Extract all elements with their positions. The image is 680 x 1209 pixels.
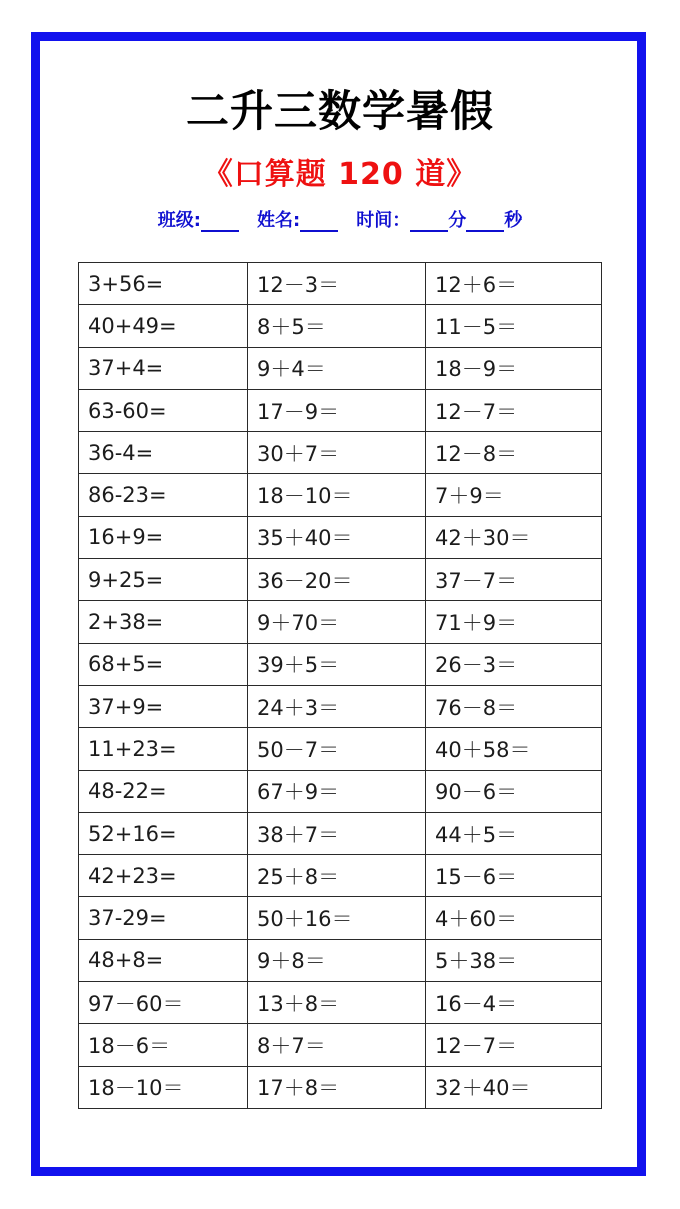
problem-cell: 50－7＝	[248, 728, 426, 770]
table-row	[79, 347, 602, 389]
problem-cell: 2+38=	[79, 601, 248, 643]
problem-cell: 52+16=	[79, 812, 248, 854]
problem-cell: 38＋7＝	[248, 812, 426, 854]
problem-cell: 36-4=	[79, 432, 248, 474]
table-row	[79, 263, 602, 305]
problem-cell: 18－10＝	[79, 1066, 248, 1108]
problems-table	[78, 262, 602, 1109]
name-blank-line	[300, 212, 338, 232]
problem-cell: 50＋16＝	[248, 897, 426, 939]
problem-cell: 16+9=	[79, 516, 248, 558]
problem-cell: 63-60=	[79, 389, 248, 431]
name-label: 姓名:	[257, 210, 301, 231]
problem-cell: 12－8＝	[426, 432, 602, 474]
problem-cell: 18－6＝	[79, 1024, 248, 1066]
problem-cell: 68+5=	[79, 643, 248, 685]
problem-cell: 8＋7＝	[248, 1024, 426, 1066]
table-row	[79, 516, 602, 558]
problem-cell: 11+23=	[79, 728, 248, 770]
problem-cell: 16－4＝	[426, 982, 602, 1024]
table-row	[79, 770, 602, 812]
table-row	[79, 389, 602, 431]
problem-cell: 7＋9＝	[426, 474, 602, 516]
table-row	[79, 685, 602, 727]
seconds-blank-line	[466, 212, 504, 232]
class-label: 班级:	[157, 210, 201, 231]
problem-cell: 17＋8＝	[248, 1066, 426, 1108]
problem-cell: 8＋5＝	[248, 305, 426, 347]
second-label: 秒	[504, 210, 523, 231]
problem-cell: 42＋30＝	[426, 516, 602, 558]
problem-cell: 35＋40＝	[248, 516, 426, 558]
problem-cell: 71＋9＝	[426, 601, 602, 643]
table-row	[79, 939, 602, 981]
problem-cell: 18－9＝	[426, 347, 602, 389]
problem-cell: 36－20＝	[248, 559, 426, 601]
page-title: 二升三数学暑假	[186, 87, 494, 137]
problem-cell: 18－10＝	[248, 474, 426, 516]
problem-cell: 12＋6＝	[426, 263, 602, 305]
problem-cell: 12－3＝	[248, 263, 426, 305]
problem-cell: 48-22=	[79, 770, 248, 812]
problem-cell: 37+9=	[79, 685, 248, 727]
table-row	[79, 601, 602, 643]
table-row	[79, 1024, 602, 1066]
table-row	[79, 432, 602, 474]
table-row	[79, 305, 602, 347]
time-label: 时间：	[356, 210, 411, 231]
table-row	[79, 855, 602, 897]
problem-cell: 42+23=	[79, 855, 248, 897]
table-row	[79, 812, 602, 854]
class-blank-line	[201, 212, 239, 232]
table-row	[79, 982, 602, 1024]
problem-cell: 12－7＝	[426, 1024, 602, 1066]
table-row	[79, 474, 602, 516]
table-row	[79, 643, 602, 685]
problem-cell: 39＋5＝	[248, 643, 426, 685]
student-info-line	[0, 206, 680, 232]
problem-cell: 4＋60＝	[426, 897, 602, 939]
problem-cell: 9+25=	[79, 559, 248, 601]
problem-cell: 24＋3＝	[248, 685, 426, 727]
problem-cell: 12－7＝	[426, 389, 602, 431]
problem-cell: 9＋70＝	[248, 601, 426, 643]
problem-cell: 40+49=	[79, 305, 248, 347]
problem-cell: 3+56=	[79, 263, 248, 305]
time-field-group	[356, 206, 522, 232]
problem-cell: 5＋38＝	[426, 939, 602, 981]
problem-cell: 15－6＝	[426, 855, 602, 897]
problems-table-body	[79, 263, 602, 1109]
problem-cell: 67＋9＝	[248, 770, 426, 812]
problem-cell: 30＋7＝	[248, 432, 426, 474]
problem-cell: 32＋40＝	[426, 1066, 602, 1108]
problem-cell: 37+4=	[79, 347, 248, 389]
page-subtitle: 《口算题 120 道》	[202, 157, 478, 192]
minute-label: 分	[448, 210, 467, 231]
problem-cell: 37-29=	[79, 897, 248, 939]
problem-cell: 44＋5＝	[426, 812, 602, 854]
problem-cell: 9＋8＝	[248, 939, 426, 981]
problem-cell: 17－9＝	[248, 389, 426, 431]
problem-cell: 86-23=	[79, 474, 248, 516]
problem-cell: 76－8＝	[426, 685, 602, 727]
table-row	[79, 1066, 602, 1108]
problem-cell: 48+8=	[79, 939, 248, 981]
problem-cell: 11－5＝	[426, 305, 602, 347]
problem-cell: 13＋8＝	[248, 982, 426, 1024]
minutes-blank-line	[410, 212, 448, 232]
table-row	[79, 728, 602, 770]
problem-cell: 25＋8＝	[248, 855, 426, 897]
table-row	[79, 559, 602, 601]
problem-cell: 9＋4＝	[248, 347, 426, 389]
class-field-group	[158, 206, 239, 232]
problem-cell: 26－3＝	[426, 643, 602, 685]
table-row	[79, 897, 602, 939]
name-field-group	[257, 206, 338, 232]
problem-cell: 37－7＝	[426, 559, 602, 601]
problem-cell: 90－6＝	[426, 770, 602, 812]
problem-cell: 97－60＝	[79, 982, 248, 1024]
problem-cell: 40＋58＝	[426, 728, 602, 770]
